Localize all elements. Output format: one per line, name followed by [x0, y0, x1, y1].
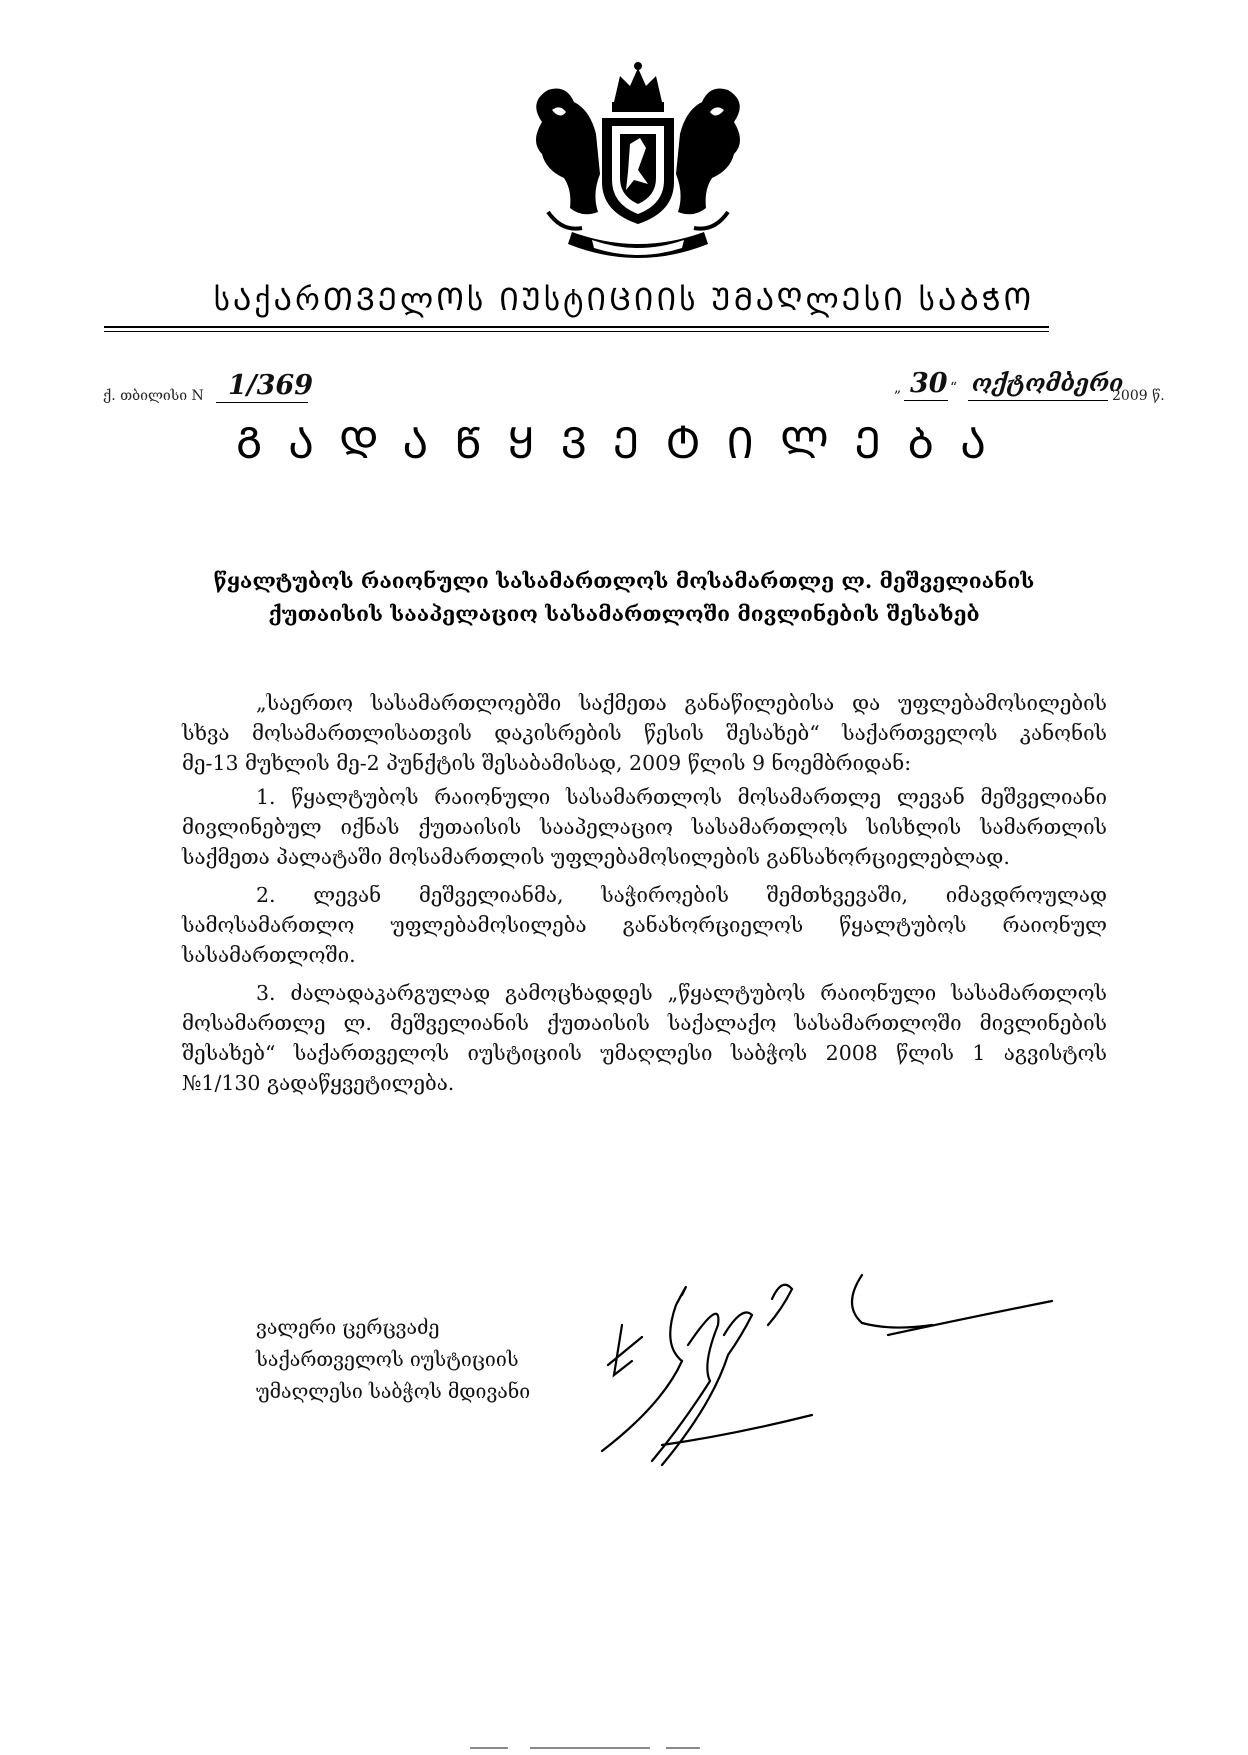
number-underline [216, 402, 308, 403]
subject-line: ქუთაისის სააპელაციო სასამართლოში მივლინების შესახებ [268, 601, 980, 626]
signatory-title: საქართველოს იუსტიციის [256, 1348, 519, 1371]
item-2-line: სასამართლოში. [182, 943, 356, 967]
item-3-line: მოსამართლე ლ. მეშველიანის ქუთაისის საქალაქო სასამართლოში მივლინების [182, 1011, 1107, 1035]
preamble-line: სხვა მოსამართლისათვის დაკისრების წესის შესახებ“ საქართველოს კანონის [182, 721, 1107, 745]
item-3-line: შესახებ“ საქართველოს იუსტიციის უმაღლესი საბჭოს 2008 წლის 1 აგვისტოს [182, 1041, 1107, 1065]
subject-line: წყალტუბოს რაიონული სასამართლოს მოსამართლე ლ. მეშველიანის [213, 568, 1035, 593]
item-1-line: საქმეთა პალატაში მოსამართლის უფლებამოსილების განსახორციელებლად. [182, 845, 1010, 869]
scan-marks [470, 1745, 700, 1751]
heading-divider [104, 326, 1049, 328]
date-close-quote: “ [950, 380, 958, 396]
preamble-line: „საერთო სასამართლოებში საქმეთა განაწილებისა და უფლებამოსილების [256, 691, 1107, 715]
month-underline [968, 400, 1108, 401]
date-day: 30 [910, 368, 948, 399]
document-number: 1/369 [228, 370, 314, 401]
document-number-label: ქ. თბილისი N [103, 388, 204, 404]
item-3-line: 3. ძალადაკარგულად გამოცხადდეს „წყალტუბოს რაიონული სასამართლოს [256, 981, 1107, 1005]
coat-of-arms-icon [512, 62, 764, 272]
preamble-line: მე-13 მუხლის მე-2 პუნქტის შესაბამისად, 2009 წლის 9 ნოემბრიდან: [182, 751, 912, 775]
handwritten-signature [592, 1265, 1072, 1475]
item-1-line: მივლინებულ იქნას ქუთაისის სააპელაციო სასამართლოს სისხლის სამართლის [182, 815, 1107, 839]
institution-heading: სᲐქᲐრᲗᲕᲔლᲝს ᲘᲣსტᲘᲪᲘᲘს ᲣᲛᲐᲦლᲔსᲘ სᲐᲑᲭᲝ [213, 282, 1035, 318]
item-3-line: №1/130 გადაწყვეტილება. [182, 1071, 455, 1095]
item-2-line: სამოსამართლო უფლებამოსილება განახორციელოს წყალტუბოს რაიონულ [182, 913, 1107, 937]
date-open-quote: „ [894, 380, 902, 396]
heading-divider [104, 331, 1049, 332]
date-month: ოქტომბერი [972, 370, 1124, 397]
item-2-line: 2. ლევან მეშველიანმა, საჭიროების შემთხვევაში, იმავდროულად [256, 883, 1107, 907]
signatory-title: უმაღლესი საბჭოს მდივანი [256, 1380, 531, 1403]
document-title: ᲒᲐᲓᲐᲬᲧᲕᲔᲢᲘᲚᲔᲑᲐ [235, 419, 1013, 469]
day-underline [904, 400, 948, 401]
item-1-line: 1. წყალტუბოს რაიონული სასამართლოს მოსამართლე ლევან მეშველიანი [256, 785, 1107, 809]
signatory-name: ვალერი ცერცვაძე [256, 1316, 440, 1339]
date-year: 2009 წ. [1112, 388, 1165, 404]
